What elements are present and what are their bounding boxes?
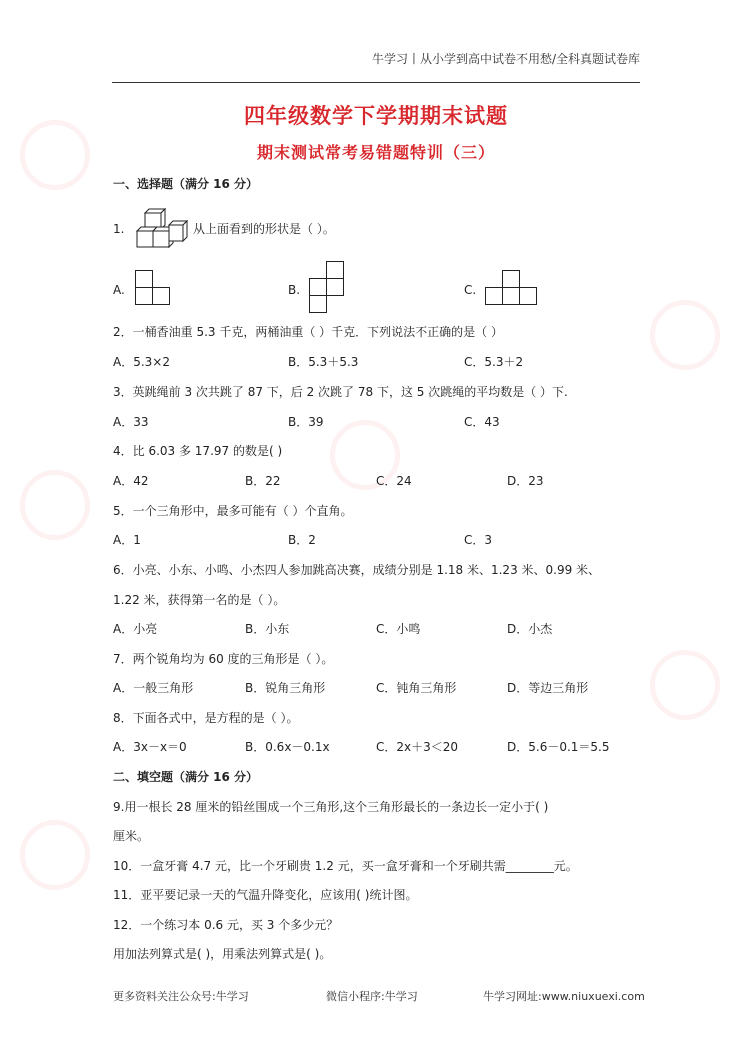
- watermark-logo: [20, 470, 90, 540]
- q4-text: 4．比 6.03 多 17.97 的数是( ): [113, 444, 283, 458]
- q2-option-a: A．5.3×2: [113, 355, 170, 369]
- q3-option-c: C．43: [464, 415, 500, 429]
- q7-option-c: C．钝角三角形: [376, 681, 457, 695]
- q10-text: 10．一盒牙膏 4.7 元，比一个牙刷贵 1.2 元，买一盒牙膏和一个牙刷共需________元。: [113, 859, 578, 873]
- q6-text-line1: 6．小亮、小东、小鸣、小杰四人参加跳高决赛，成绩分别是 1.18 米、1.23 米、0.99 米、: [113, 563, 601, 577]
- q1-option-c-figure: [482, 268, 540, 306]
- q6-option-c: C．小鸣: [376, 622, 421, 636]
- q4-option-c: C．24: [376, 474, 412, 488]
- q1-option-b-figure: [306, 260, 346, 315]
- q7-option-b: B．锐角三角形: [245, 681, 326, 695]
- watermark-logo: [650, 650, 720, 720]
- q3-option-b: B．39: [288, 415, 324, 429]
- page-subtitle: 期末测试常考易错题特训（三）: [256, 143, 495, 162]
- q3-option-a: A．33: [113, 415, 149, 429]
- q1-cube-figure: [133, 205, 189, 249]
- q8-option-a: A．3x－x＝0: [113, 740, 187, 754]
- q8-option-b: B．0.6x－0.1x: [245, 740, 330, 754]
- q4-option-d: D．23: [507, 474, 544, 488]
- q8-text: 8．下面各式中，是方程的是（ ）。: [113, 711, 299, 725]
- q1-option-b: B.: [288, 283, 301, 297]
- q12-text-line1: 12．一个练习本 0.6 元，买 3 个多少元？: [113, 918, 339, 932]
- footer-center: 微信小程序:牛学习: [326, 990, 418, 1003]
- q6-text-line2: 1.22 米，获得第一名的是（ ）。: [113, 593, 286, 607]
- header-divider: [112, 82, 640, 83]
- q8-option-d: D．5.6－0.1＝5.5: [507, 740, 610, 754]
- q1-option-a-figure: [132, 268, 172, 306]
- q7-text: 7．两个锐角均为 60 度的三角形是（ ）。: [113, 652, 334, 666]
- q1-option-a: A.: [113, 283, 125, 297]
- q7-option-d: D．等边三角形: [507, 681, 589, 695]
- q6-option-b: B．小东: [245, 622, 290, 636]
- q6-option-d: D．小杰: [507, 622, 553, 636]
- q2-option-b: B．5.3＋5.3: [288, 355, 359, 369]
- q4-option-a: A．42: [113, 474, 149, 488]
- q2-option-c: C．5.3＋2: [464, 355, 524, 369]
- footer-right: 牛学习网址:www.niuxuexi.com: [483, 990, 645, 1003]
- page-title: 四年级数学下学期期末试题: [244, 103, 508, 128]
- q11-text: 11．亚平要记录一天的气温升降变化，应该用( )统计图。: [113, 888, 418, 902]
- q1-text: 从上面看到的形状是（ ）。: [193, 222, 335, 236]
- q2-text: 2．一桶香油重 5.3 千克，两桶油重（ ）千克．下列说法不正确的是（ ）: [113, 325, 503, 339]
- q1-number: 1.: [113, 222, 125, 236]
- q9-text-line2: 厘米。: [113, 829, 150, 843]
- watermark-logo: [650, 300, 720, 370]
- q7-option-a: A．一般三角形: [113, 681, 194, 695]
- footer-left: 更多资料关注公众号:牛学习: [113, 990, 249, 1003]
- q6-option-a: A．小亮: [113, 622, 158, 636]
- q9-text-line1: 9.用一根长 28 厘米的铅丝围成一个三角形,这个三角形最长的一条边长一定小于( ): [113, 800, 549, 814]
- q8-option-c: C．2x＋3＜20: [376, 740, 459, 754]
- section-heading-choice: 一、选择题（满分 16 分）: [113, 177, 259, 191]
- q1-option-c: C.: [464, 283, 477, 297]
- q3-text: 3．英跳绳前 3 次共跳了 87 下，后 2 次跳了 78 下，这 5 次跳绳的平均数是（ ）下.: [113, 385, 568, 399]
- watermark-logo: [20, 820, 90, 890]
- q12-text-line2: 用加法列算式是( )，用乘法列算式是( )。: [113, 947, 332, 961]
- q5-option-c: C．3: [464, 533, 493, 547]
- q4-option-b: B．22: [245, 474, 281, 488]
- section-heading-fill: 二、填空题（满分 16 分）: [113, 770, 259, 784]
- q5-option-a: A．1: [113, 533, 141, 547]
- q5-option-b: B．2: [288, 533, 316, 547]
- header-text: 牛学习丨从小学到高中试卷不用愁/全科真题试卷库: [371, 52, 640, 66]
- q5-text: 5．一个三角形中，最多可能有（ ）个直角。: [113, 504, 353, 518]
